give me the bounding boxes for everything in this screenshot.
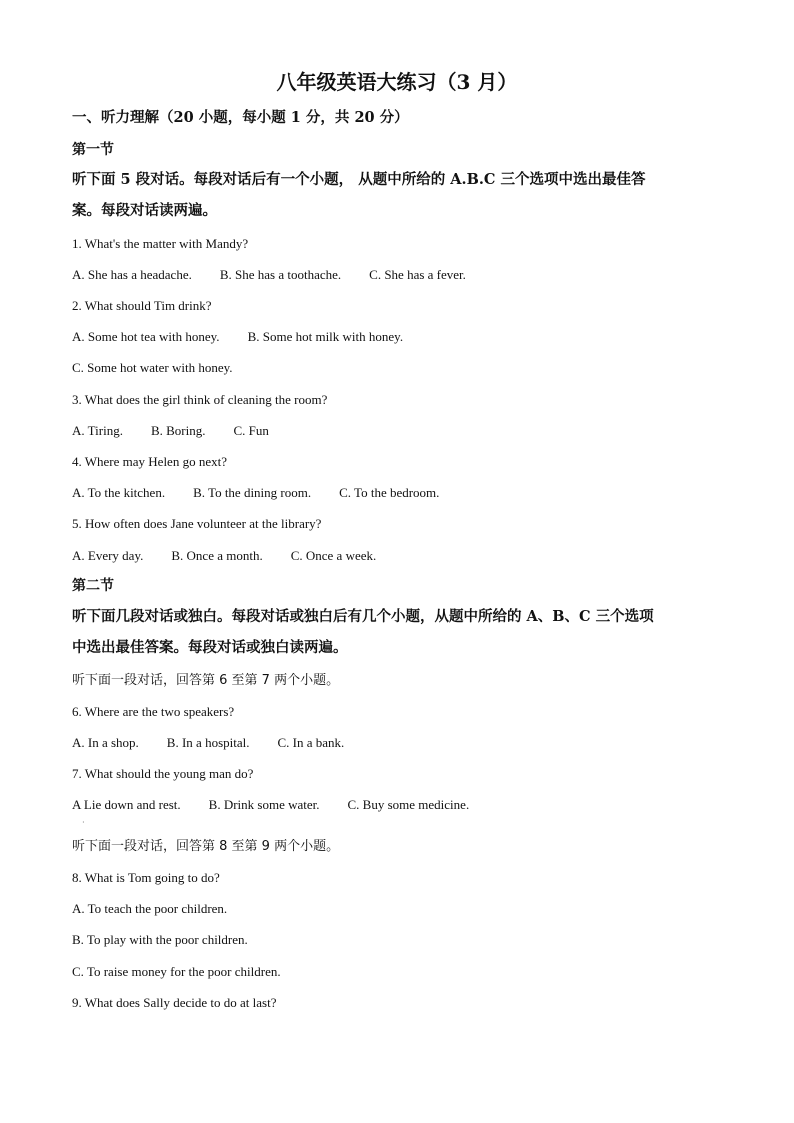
question-2: 2. What should Tim drink? (72, 298, 212, 313)
question-1: 1. What's the matter with Mandy? (72, 236, 249, 251)
section2-instruction-line1: 听下面几段对话或独白。每段对话或独白后有几个小题，从题中所给的 A、B、C 三个选项 (72, 608, 654, 625)
q4-option-a: A. To the kitchen. (72, 485, 166, 500)
section2-instruction-line2: 中选出最佳答案。每段对话或独白读两遍。 (72, 639, 348, 656)
stray-dot: · (82, 818, 85, 827)
page-title: 八年级英语大练习（3 月） (276, 70, 518, 94)
q2-option-c: C. Some hot water with honey. (72, 360, 233, 375)
q2-option-a: A. Some hot tea with honey. (72, 329, 220, 344)
question-8: 8. What is Tom going to do? (72, 870, 220, 885)
question-3: 3. What does the girl think of cleaning the room? (72, 392, 328, 407)
question-7-options (72, 797, 469, 813)
q3-option-b: B. Boring. (150, 423, 206, 438)
q1-option-b: B. She has a toothache. (219, 267, 342, 282)
dialog1-intro: 听下面一段对话，回答第 6 至第 7 两个小题。 (72, 673, 340, 688)
q4-option-b: B. To the dining room. (193, 485, 312, 500)
q1-option-a: A. She has a headache. (72, 267, 192, 282)
q6-option-b: B. In a hospital. (166, 735, 250, 750)
q2-option-b: B. Some hot milk with honey. (247, 329, 404, 344)
q7-option-a: A Lie down and rest. (72, 797, 181, 812)
question-9: 9. What does Sally decide to do at last? (72, 995, 277, 1010)
q3-option-c: C. Fun (233, 423, 269, 438)
q5-option-c: C. Once a week. (290, 548, 377, 563)
q8-option-a: A. To teach the poor children. (72, 901, 228, 916)
question-2-options-ab (72, 329, 403, 345)
section2-label: 第二节 (72, 578, 114, 594)
q8-option-c: C. To raise money for the poor children. (72, 964, 281, 979)
q5-option-a: A. Every day. (72, 548, 144, 563)
q6-option-c: C. In a bank. (277, 735, 345, 750)
question-4: 4. Where may Helen go next? (72, 454, 227, 469)
section1-instruction-line2: 案。每段对话读两遍。 (72, 202, 217, 219)
question-6-options (72, 735, 344, 751)
question-3-options (72, 423, 269, 439)
q3-option-a: A. Tiring. (72, 423, 123, 438)
q8-option-b: B. To play with the poor children. (72, 932, 248, 947)
question-6: 6. Where are the two speakers? (72, 704, 235, 719)
section1-label: 第一节 (72, 142, 114, 158)
dialog2-intro: 听下面一段对话，回答第 8 至第 9 两个小题。 (72, 839, 340, 854)
q1-option-c: C. She has a fever. (369, 267, 466, 282)
question-4-options (72, 485, 439, 501)
question-5-options (72, 548, 376, 564)
question-7: 7. What should the young man do? (72, 766, 254, 781)
q6-option-a: A. In a shop. (72, 735, 139, 750)
q7-option-b: B. Drink some water. (208, 797, 320, 812)
q4-option-c: C. To the bedroom. (339, 485, 440, 500)
question-1-options (72, 267, 466, 283)
question-5: 5. How often does Jane volunteer at the library? (72, 516, 322, 531)
part1-heading: 一、听力理解（20 小题，每小题 1 分，共 20 分） (72, 109, 409, 126)
section1-instruction-line1: 听下面 5 段对话。每段对话后有一个小题， 从题中所给的 A.B.C 三个选项中选出最佳答 (72, 171, 646, 188)
q7-option-c: C. Buy some medicine. (347, 797, 470, 812)
q5-option-b: B. Once a month. (171, 548, 263, 563)
